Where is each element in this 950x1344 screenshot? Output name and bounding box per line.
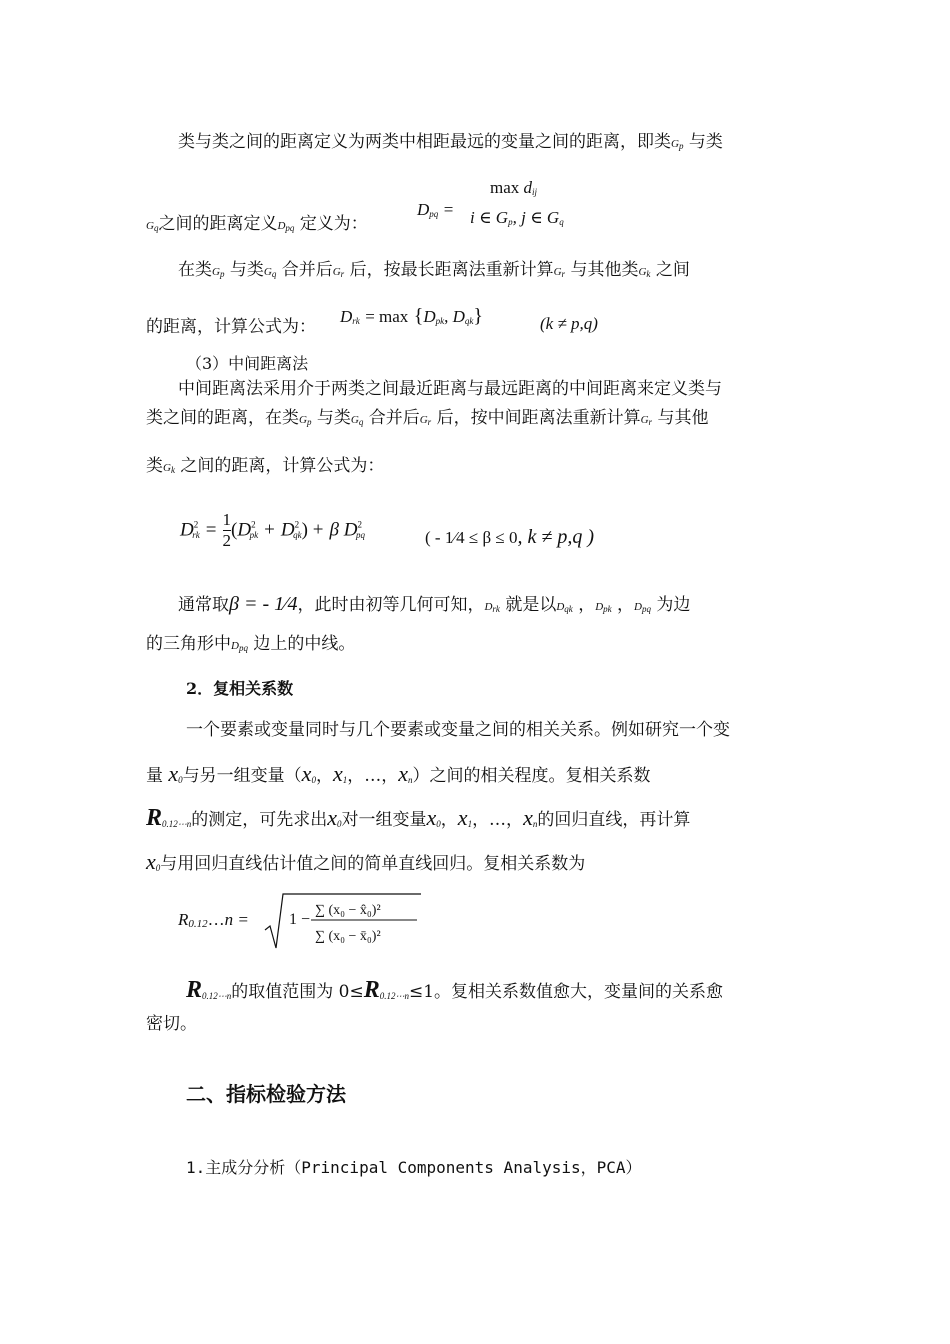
- formula-condition-kpq: (k ≠ p,q): [540, 314, 598, 333]
- para-mc-line3: $R_{0.12\cdots n}$的测定，可先求出$x_0$对一组变量$x_0$，$x_1$，…，$x_n$的回归直线，再计算: [146, 805, 691, 831]
- para-complete-linkage-line1: 类与类之间的距离定义为两类中相距最远的变量之间的距离，即类$G_p$ 与类: [178, 132, 723, 152]
- formula-median: $D^2_{rk}$ = $\frac{1}{2}$ $(D^2_{pk} + D^2_{qk}) + \beta$ $D^2_{pq}$: [180, 510, 365, 550]
- para-mc-line2: 量 $x_0$与另一组变量（$x_0$，$x_1$，…，$x_n$）之间的相关程度。复相关系数: [146, 761, 651, 786]
- para-mc-line6: 密切。: [146, 1014, 197, 1034]
- formula-median-condition: ( - 1⁄4 ≤ β ≤ 0, k ≠ p,q ): [425, 526, 594, 548]
- formula-drk-max: $D_{rk} = \max \{D_{pk}$, $D_{qk}$}: [340, 305, 483, 327]
- formula-sqrt: [263, 890, 423, 950]
- para-median-line5: 的三角形中$D_{pq}$ 边上的中线。: [146, 634, 356, 654]
- formula-multiple-r: R0.12…n =: [178, 910, 249, 930]
- para-median-line1: 中间距离法采用介于两类之间最近距离与最远距离的中间距离来定义类与: [178, 379, 722, 399]
- max-label: $\max d_{ij}$: [490, 178, 538, 197]
- para-complete-linkage-line3: 在类$G_p$ 与类$G_q$ 合并后$G_r$ 后，按最长距离法重新计算$G_r$ 与其他类$G_k$ 之间: [178, 260, 690, 280]
- formula-dpq: $D_{pq}$ =: [417, 200, 454, 219]
- para-complete-linkage-line2: $G_q$之间的距离定义$D_{pq}$ 定义为：: [146, 214, 368, 234]
- heading-pca: 1.主成分分析（Principal Components Analysis，PCA）: [186, 1158, 642, 1177]
- svg-text:∑ (x₀ − x̄₀)²: ∑ (x₀ − x̄₀)²: [315, 929, 381, 944]
- para-median-line2: 类之间的距离，在类$G_p$ 与类$G_q$ 合并后$G_r$ 后，按中间距离法重新计算$G_r$ 与其他: [146, 408, 709, 428]
- svg-text:1 −: 1 −: [289, 911, 311, 928]
- para-median-line3: 类$G_k$ 之间的距离，计算公式为：: [146, 456, 385, 476]
- svg-text:∑ (x₀ − x̂₀)²: ∑ (x₀ − x̂₀)²: [315, 903, 381, 918]
- heading-median-method: （3）中间距离法: [186, 354, 309, 373]
- para-median-line4: 通常取β = - 1⁄4，此时由初等几何可知，$D_{rk}$ 就是以$D_{qk}$ ，$D_{pk}$ ，$D_{pq}$ 为边: [178, 593, 691, 615]
- heading-section-2: 二、指标检验方法: [186, 1082, 346, 1106]
- para-mc-line5: $R_{0.12\cdots n}$的取值范围为 $0\le R_{0.12\cdots n}\le 1$。复相关系数值愈大，变量间的关系愈: [186, 977, 724, 1003]
- heading-multiple-correlation: 2．复相关系数: [186, 679, 294, 698]
- para-mc-line4: $x_0$与用回归直线估计值之间的简单直线回归。复相关系数为: [146, 849, 586, 874]
- formula-condition: i ∈ $G_p$, j ∈ $G_q$: [470, 208, 564, 227]
- para-mc-line1: 一个要素或变量同时与几个要素或变量之间的相关关系。例如研究一个变: [186, 720, 730, 740]
- para-complete-linkage-line4: 的距离，计算公式为：: [146, 317, 316, 337]
